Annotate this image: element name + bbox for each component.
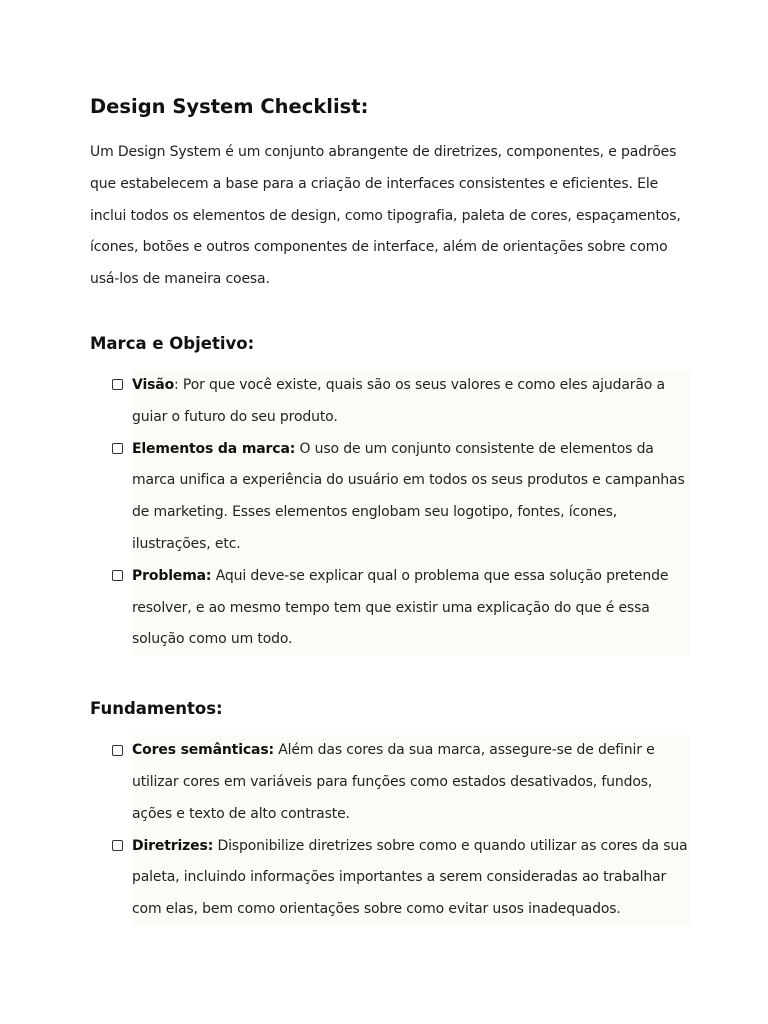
checklist-item-description: Disponibilize diretrizes sobre como e quando utilizar as cores da sua paleta, incluindo informações importantes a serem consideradas ao trabalhar com elas, bem como orientações sobre como evitar usos inadequados. xyxy=(132,837,688,918)
checkbox-icon[interactable] xyxy=(112,379,123,390)
checklist xyxy=(90,735,690,926)
checklist-item-text xyxy=(132,370,690,434)
checkbox-icon[interactable] xyxy=(112,443,123,454)
checklist-item-text xyxy=(132,434,690,561)
checklist-item-title: Visão xyxy=(132,376,175,393)
checklist-item xyxy=(112,831,690,926)
intro-paragraph: Um Design System é um conjunto abrangente de diretrizes, componentes, e padrões que estabelecem a base para a criação de interfaces consistentes e eficientes. Ele inclui todos os elementos de design, como tipografia, paleta de cores, espaçamentos, ícones, botões e outros componentes de interface, além de orientações sobre como usá-los de maneira coesa. xyxy=(90,144,681,288)
document-page xyxy=(90,92,690,966)
checklist-item-title: Problema: xyxy=(132,567,212,584)
checkbox-icon[interactable] xyxy=(112,840,123,851)
checklist-item xyxy=(112,561,690,656)
page-title: Design System Checklist: xyxy=(90,95,369,118)
checklist-item-text xyxy=(132,561,690,656)
section-marca-objetivo xyxy=(90,331,690,656)
checklist-item-description: Aqui deve-se explicar qual o problema que essa solução pretende resolver, e ao mesmo tempo tem que existir uma explicação do que é essa solução como um todo. xyxy=(132,567,669,648)
section-fundamentos xyxy=(90,696,690,926)
checklist-item-description: : Por que você existe, quais são os seus valores e como eles ajudarão a guiar o futuro do seu produto. xyxy=(132,376,665,425)
checklist-item-text xyxy=(132,735,690,830)
section-heading: Fundamentos: xyxy=(90,699,223,719)
checklist-item xyxy=(112,434,690,561)
checkbox-icon[interactable] xyxy=(112,745,123,756)
checklist-item-title: Elementos da marca: xyxy=(132,440,296,457)
checklist-item-title: Diretrizes: xyxy=(132,837,214,854)
checklist-item xyxy=(112,370,690,434)
checkbox-icon[interactable] xyxy=(112,570,123,581)
checklist-item-title: Cores semânticas: xyxy=(132,742,274,759)
checklist-item-text xyxy=(132,831,690,926)
section-heading: Marca e Objetivo: xyxy=(90,333,255,353)
checklist xyxy=(90,370,690,656)
checklist-item xyxy=(112,735,690,830)
checklist-item-description: O uso de um conjunto consistente de elementos da marca unifica a experiência do usuário em todos os seus produtos e campanhas de marketing. Esses elementos englobam seu logotipo, fontes, ícones, ilustrações, etc. xyxy=(132,440,685,552)
checklist-item-description: Além das cores da sua marca, assegure-se de definir e utilizar cores em variáveis para funções como estados desativados, fundos, ações e texto de alto contraste. xyxy=(132,742,655,822)
